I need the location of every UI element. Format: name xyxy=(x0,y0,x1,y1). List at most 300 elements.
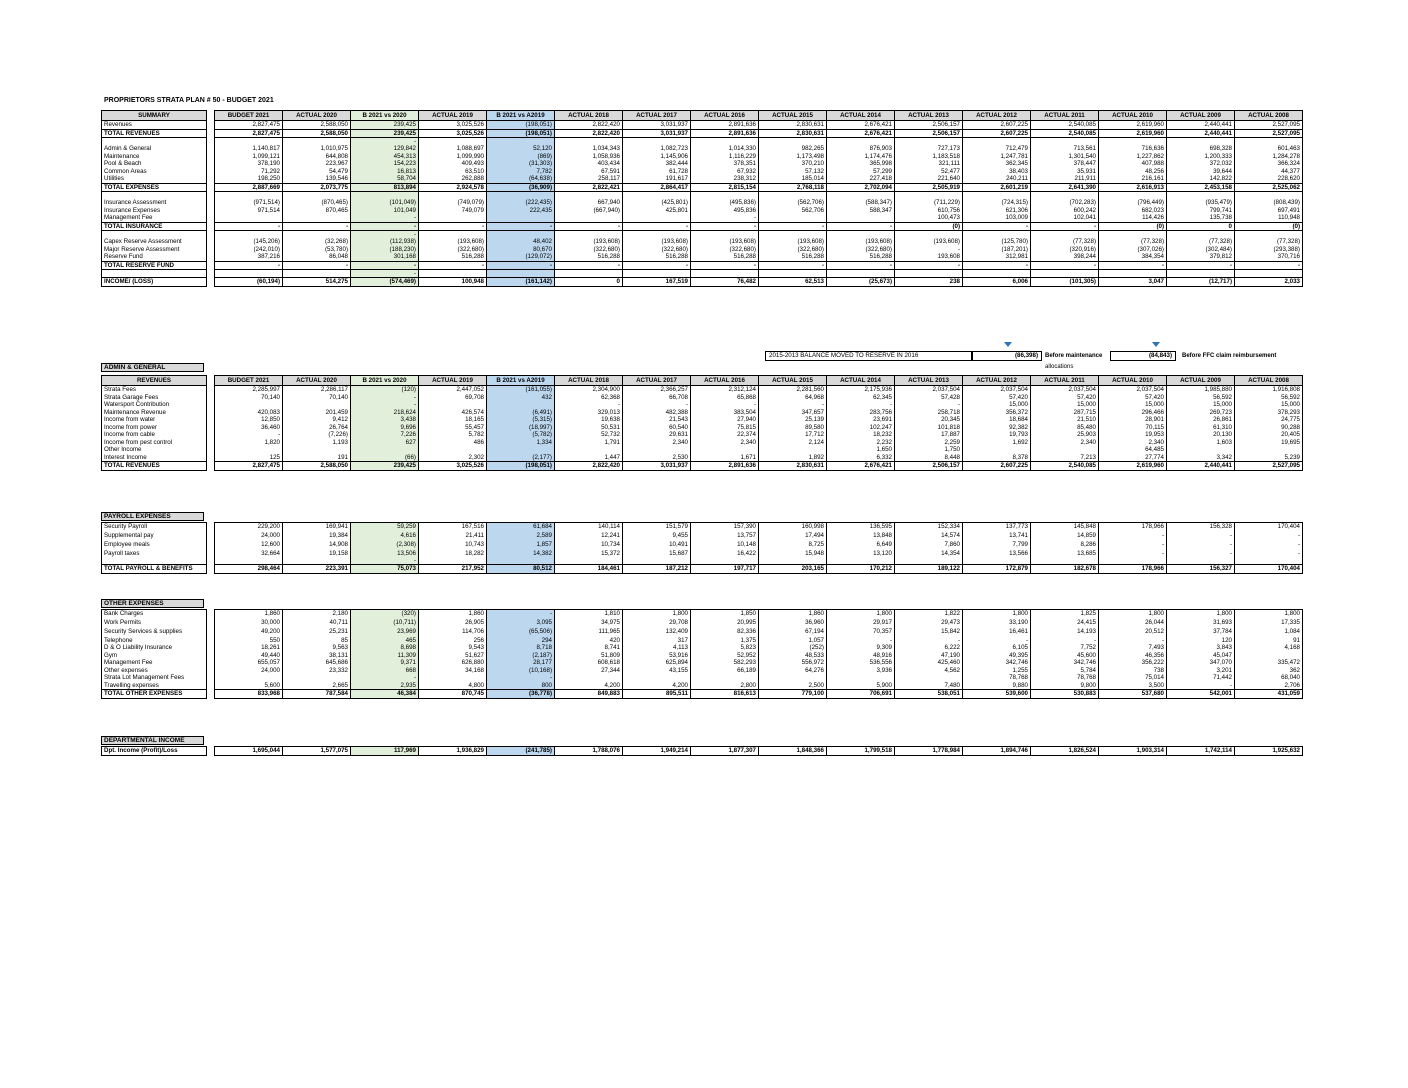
value-cell: 1,788,076 xyxy=(555,747,623,756)
reserve-value-2012: (86,398) xyxy=(972,351,1042,361)
row-label: Insurance Assessment xyxy=(102,199,207,207)
value-cell: (193,608) xyxy=(623,238,691,246)
header-label: REVENUES xyxy=(102,376,207,386)
value-cell: 34,168 xyxy=(419,667,487,675)
value-cell: 80,512 xyxy=(487,565,555,574)
row-label: Management Fee xyxy=(102,214,207,222)
total-row xyxy=(102,261,1303,270)
column-header: ACTUAL 2015 xyxy=(759,111,827,121)
value-cell: 197,717 xyxy=(691,565,759,574)
value-cell: 223,967 xyxy=(283,160,351,168)
value-cell xyxy=(283,214,351,222)
value-cell: 655,057 xyxy=(215,659,283,667)
value-cell: 75,073 xyxy=(351,565,419,574)
value-cell: 15,372 xyxy=(555,550,623,558)
value-cell: 3,500 xyxy=(1099,682,1167,690)
value-cell: 152,334 xyxy=(895,523,963,531)
value-cell xyxy=(555,674,623,682)
value-cell: 191 xyxy=(283,454,351,462)
spacer xyxy=(207,138,215,146)
value-cell: 14,908 xyxy=(283,540,351,550)
value-cell xyxy=(555,557,623,565)
value-cell xyxy=(419,270,487,278)
value-cell: 178,966 xyxy=(1099,523,1167,531)
value-cell: 182,678 xyxy=(1031,565,1099,574)
spacer xyxy=(207,231,215,239)
value-cell: 15,000 xyxy=(1167,401,1235,409)
value-cell: 312,981 xyxy=(963,253,1031,261)
row-label: TOTAL EXPENSES xyxy=(102,183,207,192)
table-row xyxy=(102,531,1303,541)
value-cell: 1,227,862 xyxy=(1099,153,1167,161)
value-cell: 10,148 xyxy=(691,540,759,550)
value-cell: (5,782) xyxy=(487,431,555,439)
value-cell: 117,969 xyxy=(351,747,419,756)
value-cell xyxy=(215,270,283,278)
value-cell: 49,200 xyxy=(215,627,283,637)
allocations-note: allocations xyxy=(1045,364,1074,370)
table-row xyxy=(102,618,1303,628)
value-cell: 1,200,333 xyxy=(1167,153,1235,161)
value-cell: (65,506) xyxy=(487,627,555,637)
value-cell: 12,600 xyxy=(215,540,283,550)
value-cell: 65,868 xyxy=(691,394,759,402)
value-cell xyxy=(759,214,827,222)
value-cell: (222,435) xyxy=(487,199,555,207)
value-cell xyxy=(283,401,351,409)
down-arrow-icon xyxy=(1004,342,1012,347)
value-cell: (161,055) xyxy=(487,386,555,394)
table-row xyxy=(102,652,1303,660)
row-label: TOTAL REVENUES xyxy=(102,129,207,138)
value-cell: - xyxy=(623,222,691,231)
value-cell: 1,810 xyxy=(555,610,623,618)
value-cell: 982,265 xyxy=(759,145,827,153)
value-cell: 4,800 xyxy=(419,682,487,690)
value-cell: 1,255 xyxy=(963,667,1031,675)
value-cell: 2,706 xyxy=(1235,682,1303,690)
value-cell: 10,734 xyxy=(555,540,623,550)
value-cell xyxy=(691,192,759,200)
value-cell: 193,608 xyxy=(895,253,963,261)
value-cell: 24,775 xyxy=(1235,416,1303,424)
value-cell: 2,304,900 xyxy=(555,386,623,394)
value-cell: (145,206) xyxy=(215,238,283,246)
value-cell: 2,589 xyxy=(487,531,555,541)
spacer xyxy=(207,540,215,550)
value-cell xyxy=(215,231,283,239)
table-row xyxy=(102,145,1303,153)
value-cell: - xyxy=(827,637,895,645)
value-cell: 102,247 xyxy=(827,424,895,432)
value-cell xyxy=(1167,231,1235,239)
value-cell: 3,438 xyxy=(351,416,419,424)
value-cell: 342,746 xyxy=(963,659,1031,667)
value-cell: 3,201 xyxy=(1167,667,1235,675)
value-cell xyxy=(623,270,691,278)
value-cell: 10,743 xyxy=(419,540,487,550)
row-label: Maintenance Revenue xyxy=(102,409,207,417)
value-cell: 1,057 xyxy=(759,637,827,645)
value-cell: 19,158 xyxy=(283,550,351,558)
value-cell: 20,512 xyxy=(1099,627,1167,637)
value-cell: - xyxy=(487,222,555,231)
value-cell: 2,619,960 xyxy=(1099,121,1167,130)
value-cell: 2,340 xyxy=(691,439,759,447)
value-cell: - xyxy=(351,674,419,682)
value-cell: - xyxy=(963,222,1031,231)
total-row xyxy=(102,129,1303,138)
value-cell: 287,715 xyxy=(1031,409,1099,417)
value-cell: 218,624 xyxy=(351,409,419,417)
value-cell: (322,680) xyxy=(623,246,691,254)
value-cell: - xyxy=(691,214,759,222)
table-row xyxy=(102,454,1303,462)
row-label: Other expenses xyxy=(102,667,207,675)
value-cell: 57,299 xyxy=(827,168,895,176)
value-cell: (588,347) xyxy=(827,199,895,207)
value-cell xyxy=(1235,652,1303,660)
value-cell: 15,000 xyxy=(1235,401,1303,409)
spacer xyxy=(207,253,215,261)
value-cell: 2,887,669 xyxy=(215,183,283,192)
value-cell: 56,592 xyxy=(1167,394,1235,402)
value-cell: (2,177) xyxy=(487,454,555,462)
value-cell: 347,070 xyxy=(1167,659,1235,667)
value-cell: 6,649 xyxy=(827,540,895,550)
value-cell: 2,281,560 xyxy=(759,386,827,394)
value-cell: 2,830,631 xyxy=(759,121,827,130)
value-cell: - xyxy=(487,261,555,270)
column-header: ACTUAL 2010 xyxy=(1099,376,1167,386)
value-cell: - xyxy=(351,394,419,402)
value-cell: 8,741 xyxy=(555,644,623,652)
value-cell: 19,384 xyxy=(283,531,351,541)
value-cell xyxy=(419,401,487,409)
value-cell: 32,664 xyxy=(215,550,283,558)
value-cell: 1,892 xyxy=(759,454,827,462)
value-cell: 151,579 xyxy=(623,523,691,531)
value-cell: - xyxy=(623,401,691,409)
value-cell: 2,440,441 xyxy=(1167,121,1235,130)
value-cell: (241,785) xyxy=(487,747,555,756)
value-cell: 1,791 xyxy=(555,439,623,447)
row-label: Common Areas xyxy=(102,168,207,176)
value-cell xyxy=(419,192,487,200)
spacer xyxy=(207,462,215,471)
value-cell: (0) xyxy=(1235,222,1303,231)
value-cell xyxy=(1235,192,1303,200)
value-cell: 1,800 xyxy=(1099,610,1167,618)
value-cell: - xyxy=(351,401,419,409)
value-cell: 67,194 xyxy=(759,627,827,637)
value-cell: 2,822,420 xyxy=(555,121,623,130)
value-cell: 2,676,421 xyxy=(827,462,895,471)
value-cell xyxy=(1099,557,1167,565)
value-cell: 18,261 xyxy=(215,644,283,652)
value-cell: 2,500 xyxy=(759,682,827,690)
value-cell: 145,848 xyxy=(1031,523,1099,531)
value-cell: 201,459 xyxy=(283,409,351,417)
value-cell: 2,822,421 xyxy=(555,183,623,192)
value-cell: 1,778,984 xyxy=(895,747,963,756)
value-cell: 556,972 xyxy=(759,659,827,667)
value-cell: 7,213 xyxy=(1031,454,1099,462)
value-cell xyxy=(963,138,1031,146)
row-label: TOTAL RESERVE FUND xyxy=(102,261,207,270)
value-cell: 738 xyxy=(1099,667,1167,675)
value-cell: 62,513 xyxy=(759,278,827,287)
value-cell xyxy=(555,270,623,278)
value-cell: 514,275 xyxy=(283,278,351,287)
value-cell: 191,617 xyxy=(623,175,691,183)
spacer xyxy=(207,376,215,386)
value-cell xyxy=(1235,446,1303,454)
document-title: PROPRIETORS STRATA PLAN # 50 - BUDGET 2021 xyxy=(104,97,274,104)
value-cell: 238 xyxy=(895,278,963,287)
value-cell: 813,894 xyxy=(351,183,419,192)
value-cell: - xyxy=(487,610,555,618)
value-cell: (2,187) xyxy=(487,652,555,660)
value-cell: 749,079 xyxy=(419,207,487,215)
value-cell: 1,084 xyxy=(1235,627,1303,637)
spacer xyxy=(207,627,215,637)
value-cell xyxy=(351,446,419,454)
table-row xyxy=(102,160,1303,168)
value-cell xyxy=(1031,446,1099,454)
value-cell: 10,491 xyxy=(623,540,691,550)
value-cell: 4,616 xyxy=(351,531,419,541)
value-cell: 1,860 xyxy=(759,610,827,618)
value-cell: 895,511 xyxy=(623,690,691,699)
value-cell xyxy=(283,138,351,146)
table-row xyxy=(102,138,1303,146)
value-cell xyxy=(623,446,691,454)
value-cell: 321,111 xyxy=(895,160,963,168)
value-cell: 21,543 xyxy=(623,416,691,424)
value-cell: 29,708 xyxy=(623,618,691,628)
value-cell: - xyxy=(691,261,759,270)
value-cell: 9,309 xyxy=(827,644,895,652)
row-label: Bank Charges xyxy=(102,610,207,618)
value-cell: 110,948 xyxy=(1235,214,1303,222)
column-header: ACTUAL 2014 xyxy=(827,111,895,121)
value-cell: (935,479) xyxy=(1167,199,1235,207)
value-cell: 2,924,578 xyxy=(419,183,487,192)
value-cell: 102,041 xyxy=(1031,214,1099,222)
value-cell: 1,193 xyxy=(283,439,351,447)
value-cell: 2,037,504 xyxy=(895,386,963,394)
value-cell: (796,449) xyxy=(1099,199,1167,207)
value-cell: 384,354 xyxy=(1099,253,1167,261)
value-cell: 82,336 xyxy=(691,627,759,637)
value-cell: - xyxy=(555,222,623,231)
value-cell: 46,356 xyxy=(1099,652,1167,660)
value-cell: 1,099,121 xyxy=(215,153,283,161)
value-cell: 55,457 xyxy=(419,424,487,432)
value-cell: - xyxy=(1167,682,1235,690)
value-cell: 2,616,913 xyxy=(1099,183,1167,192)
value-cell: (125,780) xyxy=(963,238,1031,246)
table-row xyxy=(102,439,1303,447)
value-cell: 362 xyxy=(1235,667,1303,675)
value-cell: 2,506,157 xyxy=(895,121,963,130)
value-cell: 136,595 xyxy=(827,523,895,531)
value-cell: 16,422 xyxy=(691,550,759,558)
value-cell: 70,140 xyxy=(283,394,351,402)
row-label: Strata Lot Management Fees xyxy=(102,674,207,682)
value-cell: 7,799 xyxy=(963,540,1031,550)
value-cell: 101,818 xyxy=(895,424,963,432)
value-cell: 2,453,158 xyxy=(1167,183,1235,192)
value-cell: (242,010) xyxy=(215,246,283,254)
value-cell: 716,636 xyxy=(1099,145,1167,153)
value-cell: 420 xyxy=(555,637,623,645)
value-cell: 849,883 xyxy=(555,690,623,699)
value-cell: 62,368 xyxy=(555,394,623,402)
value-cell: - xyxy=(1099,261,1167,270)
column-header: ACTUAL 2009 xyxy=(1167,111,1235,121)
value-cell: 530,883 xyxy=(1031,690,1099,699)
value-cell: 294 xyxy=(487,637,555,645)
value-cell: 64,968 xyxy=(759,394,827,402)
value-cell: 14,193 xyxy=(1031,627,1099,637)
value-cell: 2,619,960 xyxy=(1099,129,1167,138)
value-cell: (12,717) xyxy=(1167,278,1235,287)
value-cell: 2,607,225 xyxy=(963,121,1031,130)
spacer xyxy=(207,557,215,565)
value-cell: 1,850 xyxy=(691,610,759,618)
admin-general-label: ADMIN & GENERAL xyxy=(101,363,204,372)
row-label: Capex Reserve Assessment xyxy=(102,238,207,246)
value-cell: 67,932 xyxy=(691,168,759,176)
value-cell: 516,288 xyxy=(827,253,895,261)
value-cell: 482,388 xyxy=(623,409,691,417)
row-label: Major Reserve Assessment xyxy=(102,246,207,254)
value-cell: - xyxy=(1167,550,1235,558)
value-cell: 2,588,050 xyxy=(283,121,351,130)
value-cell: 14,382 xyxy=(487,550,555,558)
value-cell: 2,540,085 xyxy=(1031,462,1099,471)
spacer xyxy=(207,523,215,531)
value-cell: 1,650 xyxy=(827,446,895,454)
value-cell: 2,037,504 xyxy=(1099,386,1167,394)
value-cell: 132,409 xyxy=(623,627,691,637)
row-label: Gym xyxy=(102,652,207,660)
value-cell: 57,420 xyxy=(963,394,1031,402)
value-cell: 57,428 xyxy=(895,394,963,402)
value-cell: 833,968 xyxy=(215,690,283,699)
value-cell: 2,302 xyxy=(419,454,487,462)
value-cell: 356,222 xyxy=(1099,659,1167,667)
value-cell: (322,680) xyxy=(827,246,895,254)
value-cell: (711,229) xyxy=(895,199,963,207)
value-cell xyxy=(419,446,487,454)
value-cell xyxy=(691,138,759,146)
value-cell: 57,420 xyxy=(1099,394,1167,402)
value-cell: (101,049) xyxy=(351,199,419,207)
value-cell: - xyxy=(1099,637,1167,645)
value-cell: 2,366,257 xyxy=(623,386,691,394)
value-cell: - xyxy=(1031,637,1099,645)
value-cell: 2,175,936 xyxy=(827,386,895,394)
value-cell: 2,607,225 xyxy=(963,462,1031,471)
spacer xyxy=(207,644,215,652)
value-cell: 2,506,157 xyxy=(895,129,963,138)
value-cell: 20,345 xyxy=(895,416,963,424)
value-cell: 52,120 xyxy=(487,145,555,153)
value-cell: - xyxy=(215,222,283,231)
value-cell: (5,315) xyxy=(487,416,555,424)
value-cell: 20,130 xyxy=(1167,431,1235,439)
row-label xyxy=(102,270,207,278)
value-cell: 70,140 xyxy=(215,394,283,402)
value-cell: 486 xyxy=(419,439,487,447)
value-cell: - xyxy=(1099,531,1167,541)
value-cell: 14,574 xyxy=(895,531,963,541)
value-cell: (198,051) xyxy=(487,462,555,471)
column-header: ACTUAL 2012 xyxy=(963,111,1031,121)
value-cell: 2,525,062 xyxy=(1235,183,1303,192)
value-cell: - xyxy=(1031,261,1099,270)
value-cell: 588,347 xyxy=(827,207,895,215)
value-cell: 91 xyxy=(1235,637,1303,645)
value-cell: - xyxy=(1167,261,1235,270)
value-cell: 298,464 xyxy=(215,565,283,574)
value-cell: 2,676,421 xyxy=(827,121,895,130)
value-cell: 2,800 xyxy=(691,682,759,690)
value-cell: 372,032 xyxy=(1167,160,1235,168)
value-cell: 2,601,219 xyxy=(963,183,1031,192)
value-cell: 68,040 xyxy=(1235,674,1303,682)
value-cell: 1,800 xyxy=(623,610,691,618)
value-cell: 170,404 xyxy=(1235,523,1303,531)
row-label: Income from power xyxy=(102,424,207,432)
table-row xyxy=(102,246,1303,254)
value-cell xyxy=(963,557,1031,565)
value-cell: 100,948 xyxy=(419,278,487,287)
value-cell: 160,998 xyxy=(759,523,827,531)
value-cell: 682,023 xyxy=(1099,207,1167,215)
value-cell: 17,712 xyxy=(759,431,827,439)
value-cell: 1,949,214 xyxy=(623,747,691,756)
value-cell: 645,686 xyxy=(283,659,351,667)
value-cell: 1,800 xyxy=(1167,610,1235,618)
value-cell: (724,315) xyxy=(963,199,1031,207)
value-cell: 71,442 xyxy=(1167,674,1235,682)
value-cell: 13,757 xyxy=(691,531,759,541)
value-cell: 24,415 xyxy=(1031,618,1099,628)
value-cell xyxy=(283,674,351,682)
value-cell: 426,574 xyxy=(419,409,487,417)
value-cell xyxy=(1031,138,1099,146)
value-cell: 228,620 xyxy=(1235,175,1303,183)
spacer xyxy=(207,565,215,574)
value-cell: 538,051 xyxy=(895,690,963,699)
other-expenses-label: OTHER EXPENSES xyxy=(101,599,204,608)
table-row xyxy=(102,557,1303,565)
row-label: Security Payroll xyxy=(102,523,207,531)
value-cell: 1,820 xyxy=(215,439,283,447)
value-cell: 342,746 xyxy=(1031,659,1099,667)
value-cell: - xyxy=(351,231,419,239)
value-cell: 876,903 xyxy=(827,145,895,153)
value-cell: (193,608) xyxy=(691,238,759,246)
value-cell: - xyxy=(1099,550,1167,558)
value-cell: 627 xyxy=(351,439,419,447)
value-cell: 2,073,775 xyxy=(283,183,351,192)
value-cell: - xyxy=(351,138,419,146)
